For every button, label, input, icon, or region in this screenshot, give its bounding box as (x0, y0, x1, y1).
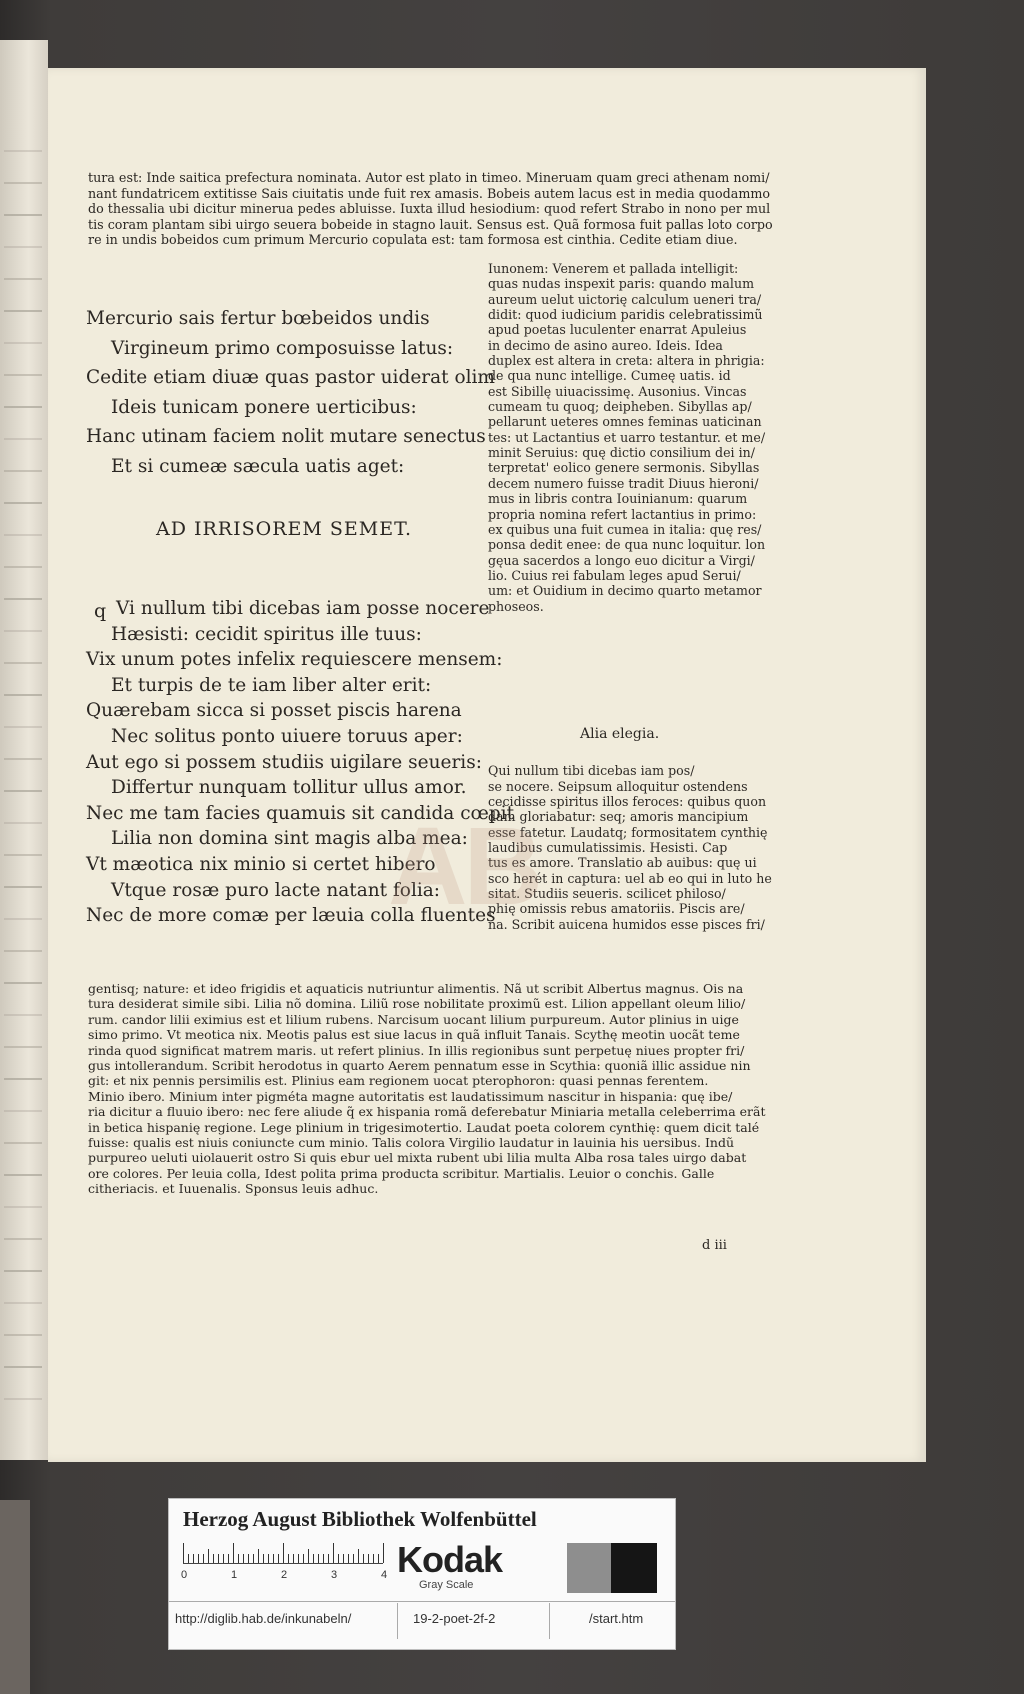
ruler-tick (278, 1554, 279, 1563)
bleed-through-line (4, 566, 42, 568)
verse-line: Lilia non domina sint magis alba mea: (111, 828, 468, 850)
gloss-line: apud poetas luculenter enarrat Apuleius (488, 322, 747, 338)
verse-line: Vix unum potes infelix requiescere mensem: (86, 649, 503, 671)
ruler-number: 3 (331, 1569, 338, 1581)
verse-line: Ideis tunicam ponere uerticibus: (111, 396, 417, 418)
bleed-through-line (4, 1238, 42, 1240)
gloss-line: na. Scribit auicena humidos esse pisces fri/ (488, 916, 765, 932)
gloss-line: est Sibillę uiuacissimę. Ausonius. Vincas (488, 383, 747, 399)
commentary-line: nant fundatricem extitisse Sais ciuitatis unde fuit rex amasis. Bobeis autem lacus est in media quodammo (88, 185, 771, 201)
ruler-tick (328, 1554, 329, 1563)
bleed-through-line (4, 726, 42, 728)
gloss-line: tes: ut Lactantius et uarro testantur. et me/ (488, 429, 766, 445)
commentary-line: git: et nix pennis persimilis est. Plinius eam regionem uocat pterophoron: quasi pennas ferentem. (88, 1073, 709, 1089)
gloss-column-1 (488, 261, 833, 614)
ruler-tick (338, 1554, 339, 1563)
gloss-line: mus in libris contra Iouinianum: quarum (488, 491, 748, 507)
gloss-line: quas nudas inspexit paris: quando malum (488, 276, 755, 292)
gloss-line: esse fatetur. Laudatq; formositatem cynthię (488, 824, 768, 840)
commentary-line: Minio ibero. Minium inter pigméta magne autoritatis est laudatissimum nascitur in hispania: quę ibe/ (88, 1088, 733, 1104)
bleed-through-line (4, 1078, 42, 1080)
commentary-line: ria dicitur a fluuio ibero: nec fere aliude q̃ ex hispania romã deferebatur Miniaria metalla celeberrima erãt (88, 1104, 766, 1120)
ruler-tick (288, 1554, 289, 1563)
gloss-line: cumeam tu quoq; deipheben. Sibyllas ap/ (488, 399, 752, 415)
gloss-line: didit: quod iudicium paridis celebratissimũ (488, 307, 763, 323)
ruler-number: 2 (281, 1569, 288, 1581)
bleed-through-line (4, 822, 42, 824)
bleed-through-line (4, 182, 42, 184)
ruler-tick (333, 1543, 334, 1563)
commentary-line: fuisse: qualis est niuis coniuncte cum minio. Talis colora Virgilio laudatur in lauinia his uersibus. Indũ (88, 1135, 734, 1151)
commentary-line: simo primo. Vt meotica nix. Meotis palus est siue lacus in quã influit Tanais. Scythę meotin uocãt teme (88, 1027, 740, 1043)
verse-line: Mercurio sais fertur bœbeidos undis (86, 308, 430, 329)
url-start[interactable]: /start.htm (589, 1611, 644, 1626)
bleed-through-line (4, 1302, 42, 1304)
gloss-line: sco herét in captura: uel ab eo qui in luto he (488, 870, 772, 886)
ruler-tick (308, 1549, 309, 1563)
ruler-tick (258, 1549, 259, 1563)
ruler-tick (283, 1543, 284, 1563)
gloss-column-2 (488, 748, 833, 932)
verse-line: Nec solitus ponto uiuere toruus aper: (111, 726, 463, 747)
ruler-tick (318, 1554, 319, 1563)
gloss-line: ponsa dedit enee: de qua nunc loquitur. lon (488, 537, 766, 553)
verse-line: Et turpis de te iam liber alter erit: (111, 674, 432, 696)
ruler-tick (368, 1554, 369, 1563)
gloss-line: in decimo de asino aureo. Ideis. Idea (488, 337, 723, 353)
url-separator (549, 1603, 550, 1639)
ruler-tick (303, 1554, 304, 1563)
commentary-line: tis coram plantam sibi uirgo seuera bobeide in stagno lauit. Sensus est. Quã formosa fuit pallas loto corpo (88, 216, 773, 232)
bleed-through-line (4, 1270, 42, 1272)
verse-line: Aut ego si possem studiis uigilare seueris: (86, 751, 482, 773)
ruler-tick (238, 1554, 239, 1563)
bleed-through-line (4, 246, 42, 248)
left-cover-edge (0, 1500, 30, 1694)
gloss-line: se nocere. Seipsum alloquitur ostendens (488, 778, 748, 794)
gloss-line: minit Seruius: quę dictio consilium dei in/ (488, 445, 755, 461)
ruler-tick (313, 1554, 314, 1563)
commentary-bottom (88, 981, 848, 1197)
sub-heading: Alia elegia. (580, 726, 660, 742)
bleed-through-line (4, 1366, 42, 1368)
commentary-line: in betica hispanię regione. Lege plinium in trigesimotertio. Laudat poeta colorem cynthię: quem dicit talé (88, 1119, 760, 1135)
bleed-through-line (4, 886, 42, 888)
ruler-tick (353, 1554, 354, 1563)
ruler-tick (233, 1543, 234, 1563)
gloss-line: gęua sacerdos a longo euo dicitur a Virgi/ (488, 552, 755, 568)
bleed-through-line (4, 342, 42, 344)
gloss-line: dam gloriabatur: seq; amoris mancipium (488, 809, 749, 825)
commentary-line: do thessalia ubi dicitur minerua pedes abluisse. Iuxta illud hesiodium: quod refert Strabo in nono per mul (88, 201, 771, 216)
library-label-card (168, 1498, 676, 1650)
library-title: Herzog August Bibliothek Wolfenbüttel (183, 1507, 537, 1531)
gray-swatch (567, 1543, 611, 1593)
url-shelfmark[interactable]: 19-2-poet-2f-2 (413, 1611, 496, 1626)
ruler-tick (213, 1554, 214, 1563)
ruler-tick (358, 1549, 359, 1563)
bleed-through-line (4, 1174, 42, 1176)
verse-line: Differtur nunquam tollitur ullus amor. (111, 777, 467, 799)
ruler-number: 0 (181, 1569, 188, 1581)
ruler-tick (298, 1554, 299, 1563)
bleed-through-line (4, 278, 42, 280)
ruler-number: 1 (231, 1569, 238, 1581)
card-divider (169, 1601, 675, 1602)
gloss-line: decem numero fuisse tradit Diuus hieroni/ (488, 475, 759, 491)
left-page-edge (0, 40, 48, 1460)
bleed-through-line (4, 438, 42, 440)
ruler-tick (223, 1554, 224, 1563)
ruler-number: 4 (381, 1569, 388, 1581)
commentary-line: citheriacis. et Iuuenalis. Sponsus leuis adhuc. (88, 1181, 379, 1197)
ruler-tick (198, 1554, 199, 1563)
ruler-tick (203, 1554, 204, 1563)
ruler-tick (228, 1554, 229, 1563)
gloss-line: Qui nullum tibi dicebas iam pos/ (488, 763, 695, 779)
bleed-through-line (4, 1046, 42, 1048)
verse-line: Quærebam sicca si posset piscis harena (86, 700, 462, 722)
gloss-line: terpretat' eolico genere sermonis. Sibyllas (488, 460, 760, 476)
scale-ruler (183, 1543, 383, 1564)
commentary-line: gentisq; nature: et ideo frigidis et aquaticis nutriuntur alimentis. Nã ut scribit Albertus magnus. Ois na (88, 981, 744, 996)
ruler-tick (348, 1554, 349, 1563)
bleed-through-line (4, 1334, 42, 1336)
bleed-through-line (4, 694, 42, 696)
gloss-line (488, 748, 833, 763)
bleed-through-line (4, 1206, 42, 1208)
ruler-tick (273, 1554, 274, 1563)
gloss-line: tus es amore. Translatio ab auibus: quę ui (488, 855, 757, 871)
bleed-through-line (4, 534, 42, 536)
bleed-through-line (4, 1014, 42, 1016)
gloss-line: propria nomina refert lactantius in primo: (488, 506, 757, 522)
gloss-line: um: et Ouidium in decimo quarto metamor (488, 583, 762, 599)
bleed-through-line (4, 598, 42, 600)
ruler-tick (373, 1554, 374, 1563)
gloss-line: de qua nunc intellige. Cumeę uatis. id (488, 368, 731, 384)
verse-line: Hanc utinam faciem nolit mutare senectus (86, 426, 486, 447)
paragraph-mark: q (94, 600, 107, 622)
url-base[interactable]: http://diglib.hab.de/inkunabeln/ (175, 1611, 352, 1626)
commentary-line: gus intollerandum. Scribit herodotus in quarto Aerem pennatum esse in Scythia: quoniã illic assidue nin (88, 1058, 751, 1074)
commentary-line: purpureo ueluti uiolauerit ostro Si quis ebur uel mixta rubent ubi lilia multa Alba rosa tales uirgo dabat (88, 1150, 747, 1166)
ruler-tick (183, 1543, 184, 1563)
bleed-through-line (4, 502, 42, 504)
bleed-through-line (4, 1398, 42, 1400)
gloss-line: laudibus cumulatissimis. Hesisti. Cap (488, 840, 728, 856)
ruler-tick (243, 1554, 244, 1563)
verse-line: Vt mæotica nix minio si certet hibero (86, 854, 436, 875)
black-swatch (611, 1543, 657, 1593)
commentary-line: tura desiderat simile sibi. Lilia nõ domina. Liliũ rose nobilitate proximũ est. Lilion appellant oleum lilio/ (88, 996, 746, 1012)
verse-line: Virgineum primo composuisse latus: (111, 337, 454, 359)
bleed-through-line (4, 630, 42, 632)
gloss-line: duplex est altera in creta: altera in phrigia: (488, 353, 765, 369)
url-separator (397, 1603, 398, 1639)
verse-line: Hæsisti: cecidit spiritus ille tuus: (111, 623, 422, 645)
bleed-through-line (4, 310, 42, 312)
verse-line: Cedite etiam diuæ quas pastor uiderat olim (86, 367, 495, 388)
commentary-line: tura est: Inde saitica prefectura nominata. Autor est plato in timeo. Mineruam quam greci athenam nomi/ (88, 170, 770, 185)
ruler-tick (323, 1554, 324, 1563)
bleed-through-line (4, 662, 42, 664)
ruler-tick (193, 1554, 194, 1563)
commentary-top (88, 170, 844, 248)
verse-line: Et si cumeæ sæcula uatis aget: (111, 455, 405, 477)
gloss-line: pellarunt ueteres omnes feminas uaticinan (488, 414, 762, 430)
bleed-through-line (4, 854, 42, 856)
bleed-through-line (4, 918, 42, 920)
ruler-tick (248, 1554, 249, 1563)
commentary-line: rinda quod significat matrem maris. ut refert plinius. In illis regionibus sunt perpetuę niues propter fri/ (88, 1042, 745, 1058)
commentary-line: rum. candor lilii eximius est et lilium rubens. Narcisum uocant lilium purpureum. Autor plinius in uige (88, 1011, 739, 1027)
ruler-tick (253, 1554, 254, 1563)
ruler-tick (383, 1543, 384, 1563)
verse-line: Vtque rosæ puro lacte natant folia: (111, 879, 441, 901)
bleed-through-line (4, 214, 42, 216)
bleed-through-line (4, 758, 42, 760)
bleed-through-line (4, 374, 42, 376)
verse-line: Nec de more comæ per læuia colla fluentes (86, 905, 496, 927)
commentary-line: ore colores. Per leuia colla, Idest polita prima producta scribitur. Martialis. Leuior o conchis. Galle (88, 1165, 715, 1181)
bleed-through-line (4, 1142, 42, 1144)
ruler-tick (188, 1554, 189, 1563)
bleed-through-line (4, 982, 42, 984)
ruler-tick (263, 1554, 264, 1563)
gloss-line: lio. Cuius rei fabulam leges apud Serui/ (488, 567, 741, 583)
ruler-tick (208, 1549, 209, 1563)
signature-mark: d iii (702, 1238, 727, 1253)
verse-line: Vi nullum tibi dicebas iam posse nocere (116, 598, 490, 619)
gloss-line: phię omissis rebus amatoriis. Piscis are/ (488, 901, 745, 917)
ruler-tick (343, 1554, 344, 1563)
verse-line: Nec me tam facies quamuis sit candida cœpit (86, 802, 515, 824)
bleed-through-line (4, 406, 42, 408)
ruler-tick (293, 1554, 294, 1563)
bleed-through-line (4, 470, 42, 472)
book-page (48, 68, 926, 1462)
gloss-line: phoseos. (488, 598, 544, 614)
gloss-line: aureum uelut uictorię calculum ueneri tra/ (488, 291, 762, 307)
ruler-tick (268, 1554, 269, 1563)
ruler-tick (218, 1554, 219, 1563)
ruler-tick (363, 1554, 364, 1563)
bleed-through-line (4, 790, 42, 792)
gray-scale-label: Gray Scale (419, 1579, 474, 1591)
kodak-logo: Kodak (397, 1539, 503, 1580)
commentary-line: re in undis bobeidos cum primum Mercurio copulata est: tam formosa est cinthia. Cedite etiam diue. (88, 232, 738, 247)
gloss-line: Iunonem: Venerem et pallada intelligit: (488, 261, 739, 276)
gloss-line: ex quibus una fuit cumea in italia: quę res/ (488, 521, 762, 537)
gloss-line: sitat. Studiis seueris. scilicet philoso/ (488, 886, 726, 902)
bleed-through-line (4, 150, 42, 152)
poem-heading: AD IRRISOREM SEMET. (156, 518, 413, 540)
watermark: AB (388, 805, 539, 928)
bleed-through-line (4, 950, 42, 952)
gloss-line: cecidisse spiritus illos feroces: quibus quon (488, 794, 767, 810)
bleed-through-line (4, 1110, 42, 1112)
ruler-tick (378, 1554, 379, 1563)
